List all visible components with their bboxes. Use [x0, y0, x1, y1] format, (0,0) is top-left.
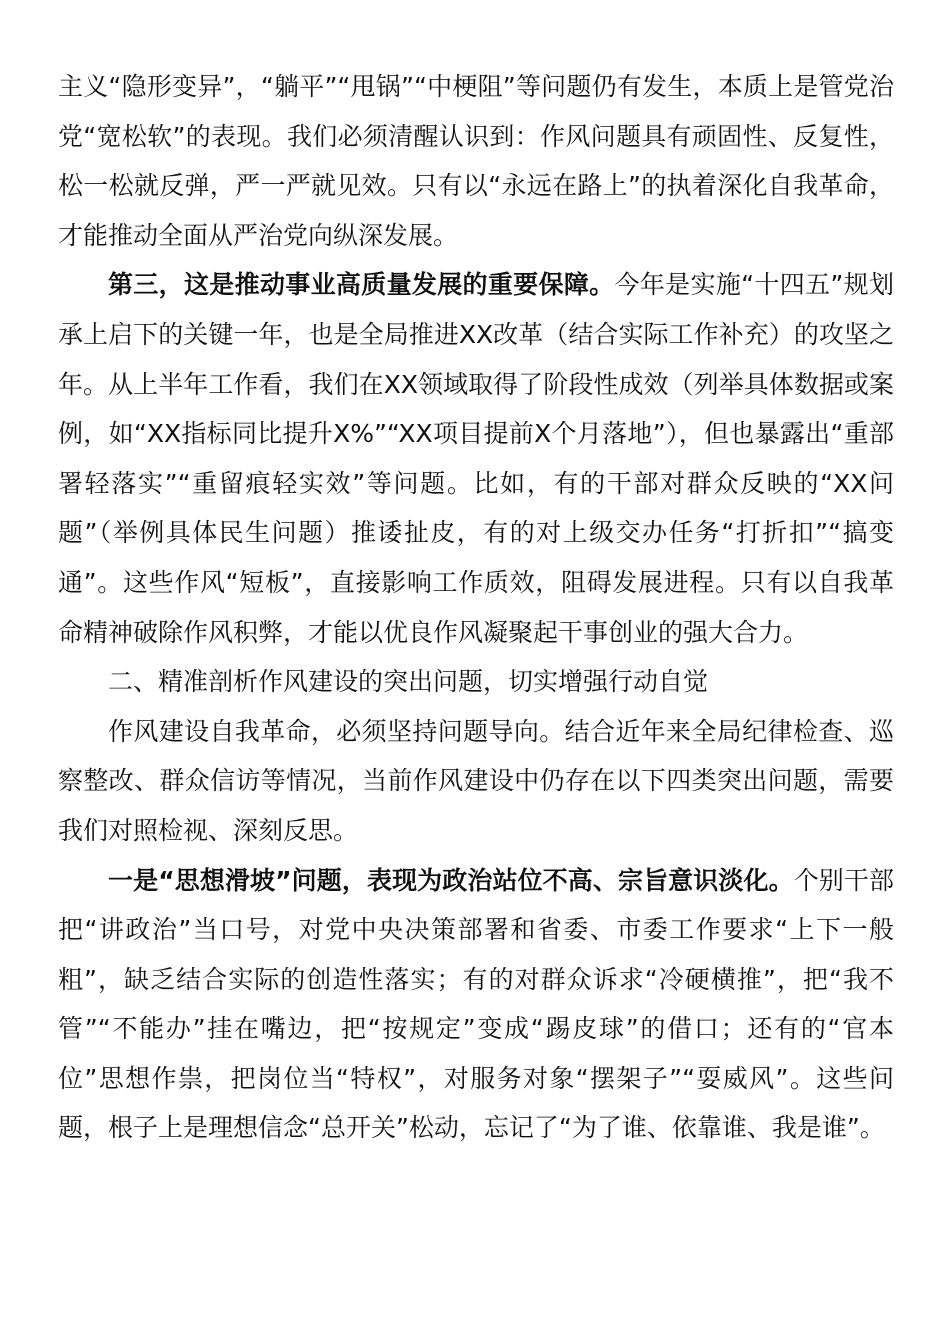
paragraph-continuation: 主义“隐形变异”，“躺平”“甩锅”“中梗阻”等问题仍有发生，本质上是管党治党“宽松软”的表现。我们必须清醒认识到：作风问题具有顽固性、反复性，松一松就反弹，严一严就见效。只有以“永远在路上”的执着深化自我革命，才能推动全面从严治党向纵深发展。 [58, 72, 894, 250]
paragraph-body: 个别干部把“讲政治”当口号，对党中央决策部署和省委、市委工作要求“上下一般粗”，缺乏结合实际的创造性落实；有的对群众诉求“冷硬横推”，把“我不管”“不能办”挂在嘴边，把“按规定”变成“踢皮球”的借口；还有的“官本位”思想作祟，把岗位当“特权”，对服务对象“摆架子”“耍威风”。这些问题，根子上是理想信念“总开关”松动，忘记了“为了谁、依靠谁、我是谁”。 [58, 865, 894, 1143]
document-page [58, 62, 894, 1153]
paragraph-body: 今年是实施“十四五”规划承上启下的关键一年，也是全局推进XX改革（结合实际工作补充）的攻坚之年。从上半年工作看，我们在XX领域取得了阶段性成效（列举具体数据或案例，如“XX指标同比提升X%”“XX项目提前X个月落地”），但也暴露出“重部署轻落实”“重留痕轻实效”等问题。比如，有的干部对群众反映的“XX问题”（举例具体民生问题）推诿扯皮，有的对上级交办任务“打折扣”“搞变通”。这些作风“短板”，直接影响工作质效，阻碍发展进程。只有以自我革命精神破除作风积弊，才能以优良作风凝聚起干事创业的强大合力。 [58, 270, 894, 647]
paragraph-lead-bold: 第三，这是推动事业高质量发展的重要保障。 [108, 270, 615, 300]
section-heading: 二、精准剖析作风建设的突出问题，切实增强行动自觉 [108, 667, 709, 697]
paragraph-lead-bold: 一是“思想滑坡”问题，表现为政治站位不高、宗旨意识淡化。 [108, 865, 794, 895]
paragraph-intro: 作风建设自我革命，必须坚持问题导向。结合近年来全局纪律检查、巡察整改、群众信访等情况，当前作风建设中仍存在以下四类突出问题，需要我们对照检视、深刻反思。 [58, 716, 894, 845]
paragraph-issue-one [58, 856, 894, 1154]
paragraph-point-three [58, 260, 894, 657]
